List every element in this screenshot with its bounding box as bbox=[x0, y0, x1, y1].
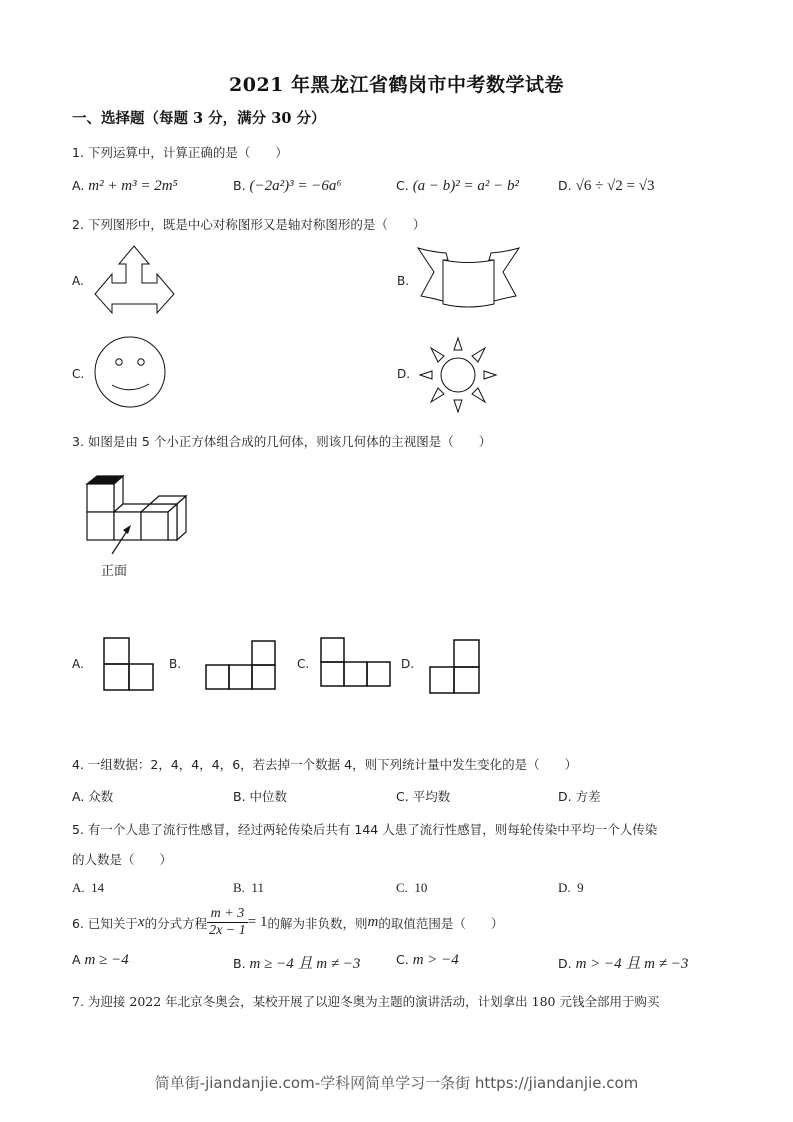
front-view-a-icon bbox=[103, 637, 155, 692]
option-label: C. bbox=[396, 178, 409, 193]
question-2-option-a-label[interactable]: A. bbox=[72, 274, 84, 288]
option-text: (−2a²)³ = −6a⁶ bbox=[249, 178, 342, 194]
fraction-denominator: 2x − 1 bbox=[209, 923, 246, 938]
option-text: 11 bbox=[251, 880, 264, 895]
question-1-stem: 1. 下列运算中，计算正确的是（ ） bbox=[72, 145, 288, 160]
option-label: C. bbox=[396, 952, 409, 967]
option-text: m ≥ −4 且 m ≠ −3 bbox=[249, 956, 361, 972]
option-text: 众数 bbox=[88, 789, 114, 804]
sun-icon bbox=[420, 338, 496, 412]
question-2-stem: 2. 下列图形中，既是中心对称图形又是轴对称图形的是（ ） bbox=[72, 217, 426, 232]
question-2-option-c-label[interactable]: C. bbox=[72, 367, 85, 381]
three-way-arrow-icon bbox=[95, 246, 175, 314]
question-1-option-d[interactable] bbox=[558, 178, 654, 195]
question-5-option-a[interactable] bbox=[72, 880, 104, 896]
option-label: C. bbox=[396, 789, 409, 804]
option-text: m > −4 bbox=[412, 952, 459, 968]
question-1-option-b[interactable] bbox=[233, 178, 342, 195]
banner-ribbon-icon bbox=[418, 246, 520, 312]
front-view-c-icon bbox=[320, 637, 392, 689]
option-text: 9 bbox=[577, 880, 584, 895]
question-6-stem bbox=[72, 906, 503, 939]
question-3-option-c-label[interactable]: C. bbox=[297, 657, 310, 671]
stem-text: 的取值范围是（ ） bbox=[378, 915, 504, 931]
option-label: B. bbox=[233, 178, 246, 193]
option-label: A bbox=[72, 952, 81, 967]
question-3-option-d-label[interactable]: D. bbox=[401, 657, 415, 671]
question-2-option-d-label[interactable]: D. bbox=[397, 367, 411, 381]
option-label: A. bbox=[72, 178, 85, 193]
option-label: D. bbox=[558, 178, 572, 193]
front-view-d-icon bbox=[429, 639, 481, 695]
page-footer-watermark: 简单街-jiandanjie.com-学科网简单学习一条街 https://jiandanjie.com bbox=[154, 1074, 639, 1092]
option-label: C. bbox=[396, 880, 408, 895]
fraction-numerator: m + 3 bbox=[207, 906, 248, 923]
option-text: 方差 bbox=[575, 789, 601, 804]
option-label: B. bbox=[233, 789, 246, 804]
option-label: A. bbox=[72, 880, 85, 895]
option-text: 14 bbox=[91, 880, 105, 895]
question-4-stem: 4. 一组数据：2，4，4，4，6，若去掉一个数据 4，则下列统计量中发生变化的是（ ） bbox=[72, 757, 578, 772]
option-label: B. bbox=[233, 956, 246, 971]
option-text: 平均数 bbox=[412, 789, 451, 804]
option-text: 10 bbox=[414, 880, 428, 895]
question-6-option-b[interactable] bbox=[233, 952, 360, 973]
option-text: m > −4 且 m ≠ −3 bbox=[575, 956, 689, 972]
option-text: (a − b)² = a² − b² bbox=[412, 178, 520, 194]
front-view-b-icon bbox=[205, 640, 277, 692]
stem-text: 的解为非负数，则 bbox=[267, 915, 368, 931]
option-label: A. bbox=[72, 789, 85, 804]
variable-x: x bbox=[137, 914, 145, 930]
question-4-option-a[interactable] bbox=[72, 787, 113, 805]
question-3-option-a-label[interactable]: A. bbox=[72, 657, 84, 671]
question-4-option-c[interactable] bbox=[396, 787, 450, 805]
front-label: 正面 bbox=[101, 564, 128, 579]
option-text: m ≥ −4 bbox=[84, 952, 129, 968]
section-heading: 一、选择题（每题 3 分，满分 30 分） bbox=[72, 110, 326, 127]
question-1-option-c[interactable] bbox=[396, 178, 519, 195]
option-label: B. bbox=[233, 880, 245, 895]
equation-rhs: = 1 bbox=[247, 914, 268, 930]
question-5-option-b[interactable] bbox=[233, 880, 264, 896]
question-6-option-d[interactable] bbox=[558, 952, 688, 973]
question-5-option-d[interactable] bbox=[558, 880, 584, 896]
option-label: D. bbox=[558, 880, 571, 895]
question-2-option-b-label[interactable]: B. bbox=[397, 274, 410, 288]
smiley-face-icon bbox=[95, 337, 167, 409]
question-7-stem: 7. 为迎接 2022 年北京冬奥会，某校开展了以迎冬奥为主题的演讲活动，计划拿出 180 元钱全部用于购买 bbox=[72, 994, 660, 1009]
option-label: D. bbox=[558, 956, 572, 971]
option-text: √6 ÷ √2 = √3 bbox=[575, 178, 655, 194]
question-5-stem-line-1: 5. 有一个人患了流行性感冒，经过两轮传染后共有 144 人患了流行性感冒，则每轮传染中平均一个人传染 bbox=[72, 822, 658, 837]
variable-m: m bbox=[367, 914, 379, 930]
stem-text: 的分式方程 bbox=[144, 915, 208, 931]
question-5-stem-line-2: 的人数是（ ） bbox=[72, 852, 173, 867]
cube-assembly-figure bbox=[87, 474, 192, 574]
option-text: 中位数 bbox=[249, 789, 288, 804]
question-5-option-c[interactable] bbox=[396, 880, 427, 896]
option-text: m² + m³ = 2m⁵ bbox=[88, 178, 178, 194]
option-label: D. bbox=[558, 789, 572, 804]
question-6-option-c[interactable] bbox=[396, 952, 459, 969]
question-6-option-a[interactable] bbox=[72, 952, 129, 969]
stem-text: 6. 已知关于 bbox=[72, 915, 138, 931]
question-4-option-d[interactable] bbox=[558, 787, 601, 805]
question-4-option-b[interactable] bbox=[233, 787, 287, 805]
exam-title: 2021 年黑龙江省鹤岗市中考数学试卷 bbox=[229, 74, 564, 96]
question-1-option-a[interactable] bbox=[72, 178, 178, 195]
question-3-option-b-label[interactable]: B. bbox=[169, 657, 182, 671]
question-3-stem: 3. 如图是由 5 个小正方体组合成的几何体，则该几何体的主视图是（ ） bbox=[72, 434, 492, 449]
fraction bbox=[207, 906, 248, 939]
